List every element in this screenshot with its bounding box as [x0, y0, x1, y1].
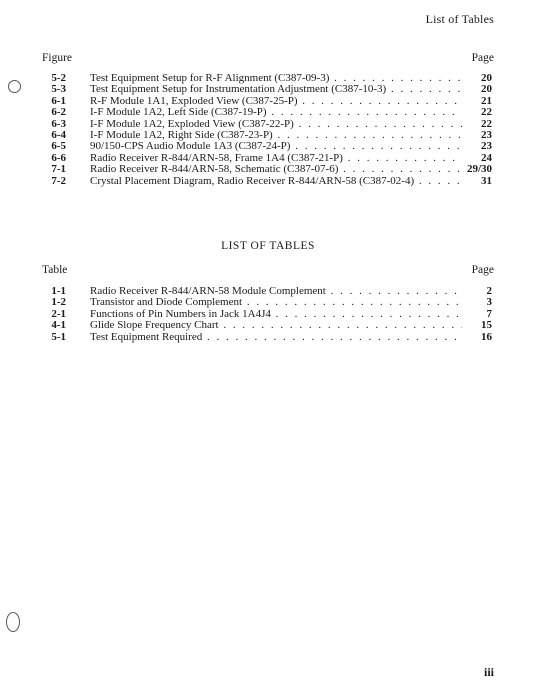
punch-hole-mark — [6, 612, 20, 632]
table-page: 7 — [486, 307, 492, 320]
figure-page: 23 — [481, 140, 492, 153]
figure-title: Radio Receiver R-844/ARN-58, Schematic (C387-07-6) . . . — [90, 164, 462, 175]
table-number: 4-1 — [51, 319, 66, 332]
figure-title: I-F Module 1A2, Left Side (C387-19-P) . . . — [90, 107, 462, 118]
figure-page: 22 — [481, 106, 492, 119]
table-page: 2 — [486, 285, 492, 297]
list-of-figures — [40, 73, 492, 187]
table-title: Test Equipment Required . . . — [90, 332, 462, 343]
table-entry — [40, 309, 492, 320]
table-entry — [40, 332, 492, 343]
figure-number: 6-3 — [51, 117, 66, 130]
table-page: 16 — [481, 330, 492, 343]
table-entry — [40, 320, 492, 331]
figure-title: R-F Module 1A1, Exploded View (C387-25-P) . . . — [90, 96, 462, 107]
page-column-label: Page — [471, 52, 494, 64]
table-title: Glide Slope Frequency Chart . . . — [90, 320, 462, 331]
figure-page: 24 — [481, 151, 492, 164]
section-title: LIST OF TABLES — [221, 240, 315, 252]
figure-entry — [40, 96, 492, 107]
figure-title: I-F Module 1A2, Right Side (C387-23-P) . . . — [90, 130, 462, 141]
figure-page: 22 — [481, 117, 492, 130]
table-title: Transistor and Diode Complement . . . — [90, 297, 462, 308]
figure-entry — [40, 84, 492, 95]
figure-title: Radio Receiver R-844/ARN-58, Frame 1A4 (C387-21-P) . . . — [90, 153, 462, 164]
page-number: iii — [483, 665, 494, 679]
figure-number: 6-5 — [51, 140, 66, 153]
figure-page: 31 — [481, 174, 492, 187]
table-number: 5-1 — [51, 330, 66, 343]
list-of-tables — [40, 286, 492, 343]
figure-title: 90/150-CPS Audio Module 1A3 (C387-24-P) . . . — [90, 141, 462, 152]
figure-page: 21 — [481, 94, 492, 107]
figure-number: 7-2 — [51, 174, 66, 187]
table-column-label: Table — [42, 264, 68, 276]
figure-title: Crystal Placement Diagram, Radio Receiver R-844/ARN-58 (C387-02-4) . . . — [90, 176, 462, 187]
figure-page: 29/30 — [466, 163, 492, 176]
figure-number: 7-1 — [51, 163, 66, 176]
figure-title: I-F Module 1A2, Exploded View (C387-22-P) . . . — [90, 119, 462, 130]
figure-number: 6-6 — [51, 151, 66, 164]
table-entry — [40, 297, 492, 308]
figure-page: 23 — [481, 128, 492, 141]
figure-entry — [40, 73, 492, 84]
figure-column-label: Figure — [42, 52, 73, 64]
figure-entry — [40, 153, 492, 164]
figure-entry — [40, 107, 492, 118]
figure-entry — [40, 176, 492, 187]
figure-page: 20 — [481, 72, 492, 84]
table-number: 1-1 — [51, 285, 66, 297]
figure-entry — [40, 164, 492, 175]
figure-title: Test Equipment Setup for Instrumentation Adjustment (C387-10-3) . . . — [90, 84, 462, 95]
figure-number: 6-4 — [51, 128, 66, 141]
table-title: Radio Receiver R-844/ARN-58 Module Complement . . . — [90, 286, 462, 297]
table-number: 2-1 — [51, 307, 66, 320]
figure-number: 5-3 — [51, 83, 66, 96]
table-title: Functions of Pin Numbers in Jack 1A4J4 . . . — [90, 309, 462, 320]
figure-number: 6-1 — [51, 94, 66, 107]
figure-number: 5-2 — [51, 72, 66, 84]
figure-entry — [40, 130, 492, 141]
figure-title: Test Equipment Setup for R-F Alignment (C387-09-3) . . . — [90, 73, 462, 84]
figure-entry — [40, 119, 492, 130]
table-entry — [40, 286, 492, 297]
table-number: 1-2 — [51, 296, 66, 309]
figure-page: 20 — [481, 83, 492, 96]
table-page: 15 — [481, 319, 492, 332]
page-column-label: Page — [471, 264, 494, 276]
punch-hole-mark — [8, 80, 21, 93]
figure-entry — [40, 141, 492, 152]
figure-number: 6-2 — [51, 106, 66, 119]
table-page: 3 — [486, 296, 492, 309]
running-header: List of Tables — [425, 12, 494, 26]
